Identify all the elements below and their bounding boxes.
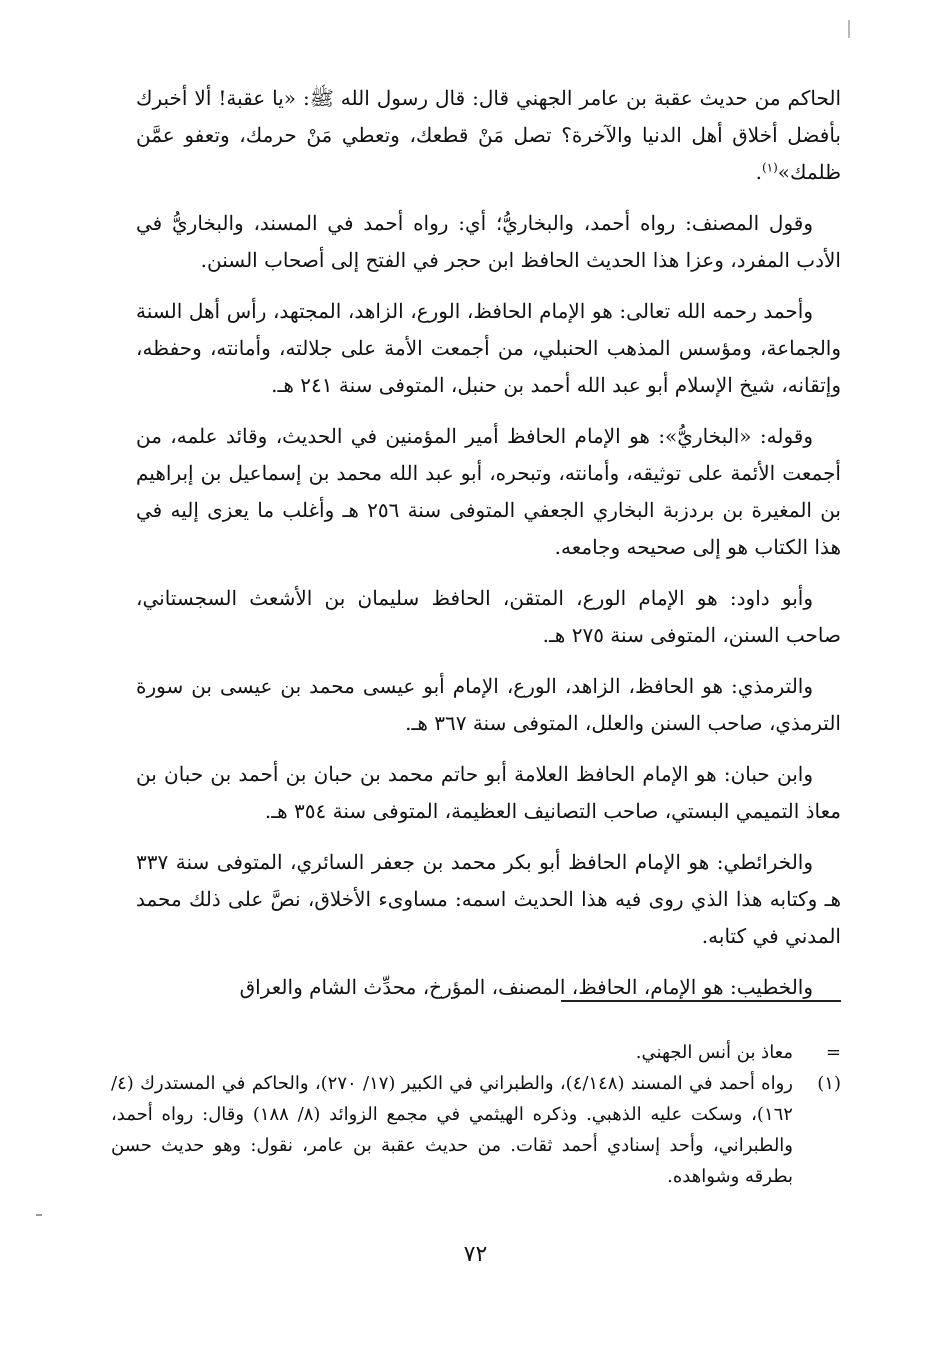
paragraph-tirmidhi: والترمذي: هو الحافظ، الزاهد، الورع، الإمام أبو عيسى محمد بن عيسى بن سورة الترمذي، صاحب السنن والعلل، المتوفى سنة ٣٦٧ هـ. xyxy=(136,674,841,735)
paragraph-tail: . xyxy=(755,160,762,184)
scan-mark xyxy=(848,20,850,38)
paragraph-ibn-hibban: وابن حبان: هو الإمام الحافظ العلامة أبو حاتم محمد بن حبان بن أحمد بن حبان بن معاذ التميمي البستي، صاحب التصانيف العظيمة، المتوفى سنة ٣٥٤ هـ. xyxy=(136,762,841,823)
scan-mark-side xyxy=(36,1214,42,1216)
footnote-1 xyxy=(111,1068,841,1192)
footnote-text: رواه أحمد في المسند (٤/١٤٨)، والطبراني في الكبير (١٧/ ٢٧٠)، والحاكم في المستدرك (٤/ ١٦٢)، وسكت عليه الذهبي. وذكره الهيثمي في مجمع الزوائد (٨/ ١٨٨) وقال: رواه أحمد، والطبراني، وأحد إسنادي أحمد ثقات. من حديث عقبة بن عامر، نقول: وهو حديث حسن بطرقه وشواهده. xyxy=(111,1073,793,1187)
main-text xyxy=(136,80,841,1020)
paragraph-author-statement: وقول المصنف: رواه أحمد، والبخاريُّ؛ أي: رواه أحمد في المسند، والبخاريُّ في الأدب المفرد، وعزا هذا الحديث الحافظ ابن حجر في الفتح إلى أصحاب السنن. xyxy=(136,211,841,272)
paragraph-abu-dawud: وأبو داود: هو الإمام الورع، المتقن، الحافظ سليمان بن الأشعث السجستاني، صاحب السنن، المتوفى سنة ٢٧٥ هـ. xyxy=(136,586,841,647)
footnote-marker: = xyxy=(825,1042,841,1063)
footnote-reference: (١) xyxy=(761,160,778,175)
paragraph-ahmad: وأحمد رحمه الله تعالى: هو الإمام الحافظ، الورع، الزاهد، المجتهد، رأس أهل السنة والجماعة، ومؤسس المذهب الحنبلي، من أجمعت الأمة على جلالته، وأمانته، وحفظه، وإتقانه، شيخ الإسلام أبو عبد الله أحمد بن حنبل، المتوفى سنة ٢٤١ هـ. xyxy=(136,299,841,397)
paragraph-kharaiti: والخرائطي: هو الإمام الحافظ أبو بكر محمد بن جعفر السائري، المتوفى سنة ٣٣٧ هـ وكتابه هذا الذي روى فيه هذا الحديث اسمه: مساوىء الأخلاق، نصَّ على ذلك محمد المدني في كتابه. xyxy=(136,850,841,948)
paragraph-bukhari: وقوله: «البخاريُّ»: هو الإمام الحافظ أمير المؤمنين في الحديث، وقائد علمه، من أجمعت الأئمة على توثيقه، وأمانته، وتبحره، أبو عبد الله محمد بن إسماعيل بن إبراهيم بن المغيرة بن بردزبة البخاري الجعفي المتوفى سنة ٢٥٦ هـ وأغلب ما يعزى إليه في هذا الكتاب هو إلى صحيحه وجامعه. xyxy=(136,424,841,559)
footnote-separator xyxy=(561,1000,841,1002)
footnote-marker: (١) xyxy=(817,1073,841,1094)
footnote-continuation xyxy=(111,1037,841,1068)
paragraph-text: الحاكم من حديث عقبة بن عامر الجهني قال: قال رسول الله ﷺ: «يا عقبة! ألا أخبرك بأفضل أخلاق أهل الدنيا والآخرة؟ تصل مَنْ قطعك، وتعطي مَنْ حرمك، وتعفو عمَّن ظلمك» xyxy=(136,86,841,184)
paragraph-khatib: والخطيب: هو الإمام، الحافظ، المصنف، المؤرخ، محدِّث الشام والعراق xyxy=(239,975,813,999)
footnote-text: معاذ بن أنس الجهني. xyxy=(635,1042,793,1063)
footnotes xyxy=(111,1037,841,1192)
page-number: ٧٢ xyxy=(463,1242,488,1267)
paragraph-hadith xyxy=(136,80,841,191)
